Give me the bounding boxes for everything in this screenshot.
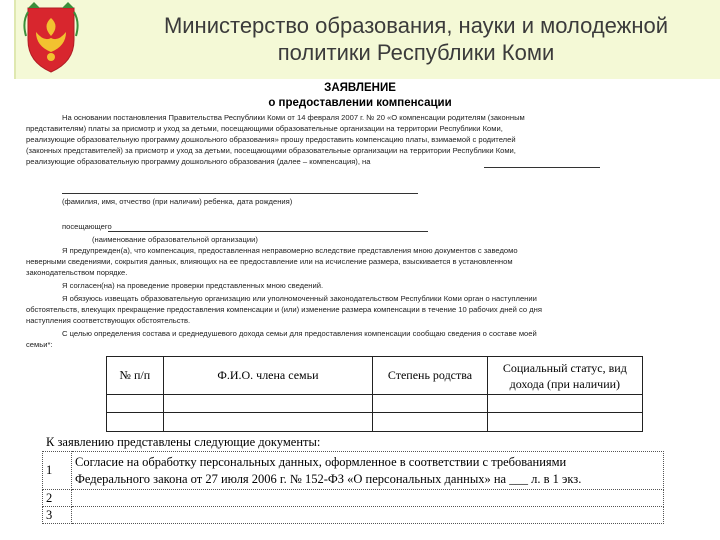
column-header: Социальный статус, вид дохода (при наличии) bbox=[487, 357, 642, 395]
table-cell[interactable] bbox=[373, 413, 487, 432]
intro-line: На основании постановления Правительства Республики Коми от 14 февраля 2007 г. № 20 «О компенсации родителям (законным bbox=[62, 113, 525, 122]
table-cell[interactable] bbox=[373, 395, 487, 413]
document-description bbox=[72, 452, 664, 490]
table-row bbox=[107, 413, 643, 432]
document-description[interactable] bbox=[72, 490, 664, 507]
document-number: 2 bbox=[43, 490, 72, 507]
document-description[interactable] bbox=[72, 507, 664, 524]
obligation-line: Я обязуюсь извещать образовательную организацию или уполномоченный законодательством Республики Коми орган о наступлении bbox=[62, 294, 537, 303]
column-header: Ф.И.О. члена семьи bbox=[163, 357, 373, 395]
ministry-title bbox=[116, 12, 716, 66]
table-cell[interactable] bbox=[107, 413, 164, 432]
ministry-title-line1: Министерство образования, науки и молодежной bbox=[163, 13, 669, 38]
header-banner bbox=[14, 0, 720, 79]
table-cell[interactable] bbox=[487, 413, 642, 432]
table-row bbox=[43, 507, 664, 524]
obligation-line: наступления соответствующих обстоятельств. bbox=[26, 316, 191, 325]
family-intro-line: семьи*: bbox=[26, 340, 53, 349]
intro-line: реализующие образовательную программу дошкольного образования» прошу предоставить компенсацию платы, взимаемой с родителей bbox=[26, 135, 516, 144]
table-cell[interactable] bbox=[163, 395, 373, 413]
document-line: Федерального закона от 27 июля 2006 г. № 152-ФЗ «О персональных данных» на ___ л. в 1 экз. bbox=[75, 471, 582, 486]
intro-line: реализующие образовательную программу дошкольного образования (далее – компенсация), на bbox=[26, 157, 371, 166]
document-subtitle: о предоставлении компенсации bbox=[268, 97, 452, 109]
document-line: Согласие на обработку персональных данных, оформленное в соответствии с требованиями bbox=[75, 454, 567, 469]
organization-field[interactable] bbox=[108, 231, 428, 232]
warning-line: неверными сведениями, сокрытия данных, влияющих на ее предоставление или на исчисление размера, взыскивается в установленном bbox=[26, 257, 513, 266]
attending-label: посещающего bbox=[62, 222, 112, 231]
column-header: № п/п bbox=[107, 357, 164, 395]
document-title-main: ЗАЯВЛЕНИЕ bbox=[324, 82, 396, 94]
table-cell[interactable] bbox=[487, 395, 642, 413]
intro-line: (законных представителей) за присмотр и уход за детьми, посещающими образовательные организации на территории Республики Коми, bbox=[26, 146, 516, 155]
child-name-field[interactable] bbox=[62, 193, 418, 194]
ministry-title-line2: политики Республики Коми bbox=[277, 40, 555, 65]
intro-line: представителям) платы за присмотр и уход за детьми, посещающими образовательные организации на территории Республики Коми, bbox=[26, 124, 503, 133]
table-cell[interactable] bbox=[107, 395, 164, 413]
document-number: 3 bbox=[43, 507, 72, 524]
komi-coat-of-arms-icon bbox=[22, 2, 80, 74]
consent-text: Я согласен(на) на проведение проверки представленных мною сведений. bbox=[62, 281, 324, 290]
document-title bbox=[200, 81, 520, 111]
document-number: 1 bbox=[43, 452, 72, 490]
table-row bbox=[107, 395, 643, 413]
table-row bbox=[43, 490, 664, 507]
organization-caption: (наименование образовательной организации) bbox=[92, 235, 258, 244]
warning-line: Я предупрежден(а), что компенсация, предоставленная неправомерно вследствие представления мною документов с заведомо bbox=[62, 246, 518, 255]
table-cell[interactable] bbox=[163, 413, 373, 432]
child-caption: (фамилия, имя, отчество (при наличии) ребенка, дата рождения) bbox=[62, 197, 293, 206]
documents-label: К заявлению представлены следующие документы: bbox=[46, 435, 321, 449]
column-header: Степень родства bbox=[373, 357, 487, 395]
obligation-line: обстоятельств, влекущих прекращение предоставления компенсации и (или) изменение размера компенсации в течение 10 рабочих дней со дня bbox=[26, 305, 542, 314]
family-members-table bbox=[106, 356, 643, 432]
warning-line: законодательством порядке. bbox=[26, 268, 128, 277]
documents-table bbox=[42, 451, 664, 524]
table-header-row bbox=[107, 357, 643, 395]
table-row bbox=[43, 452, 664, 490]
family-intro-line: С целью определения состава и среднедушевого дохода семьи для предоставления компенсации сообщаю сведения о составе моей bbox=[62, 329, 537, 338]
compensation-target-field[interactable] bbox=[484, 167, 600, 168]
